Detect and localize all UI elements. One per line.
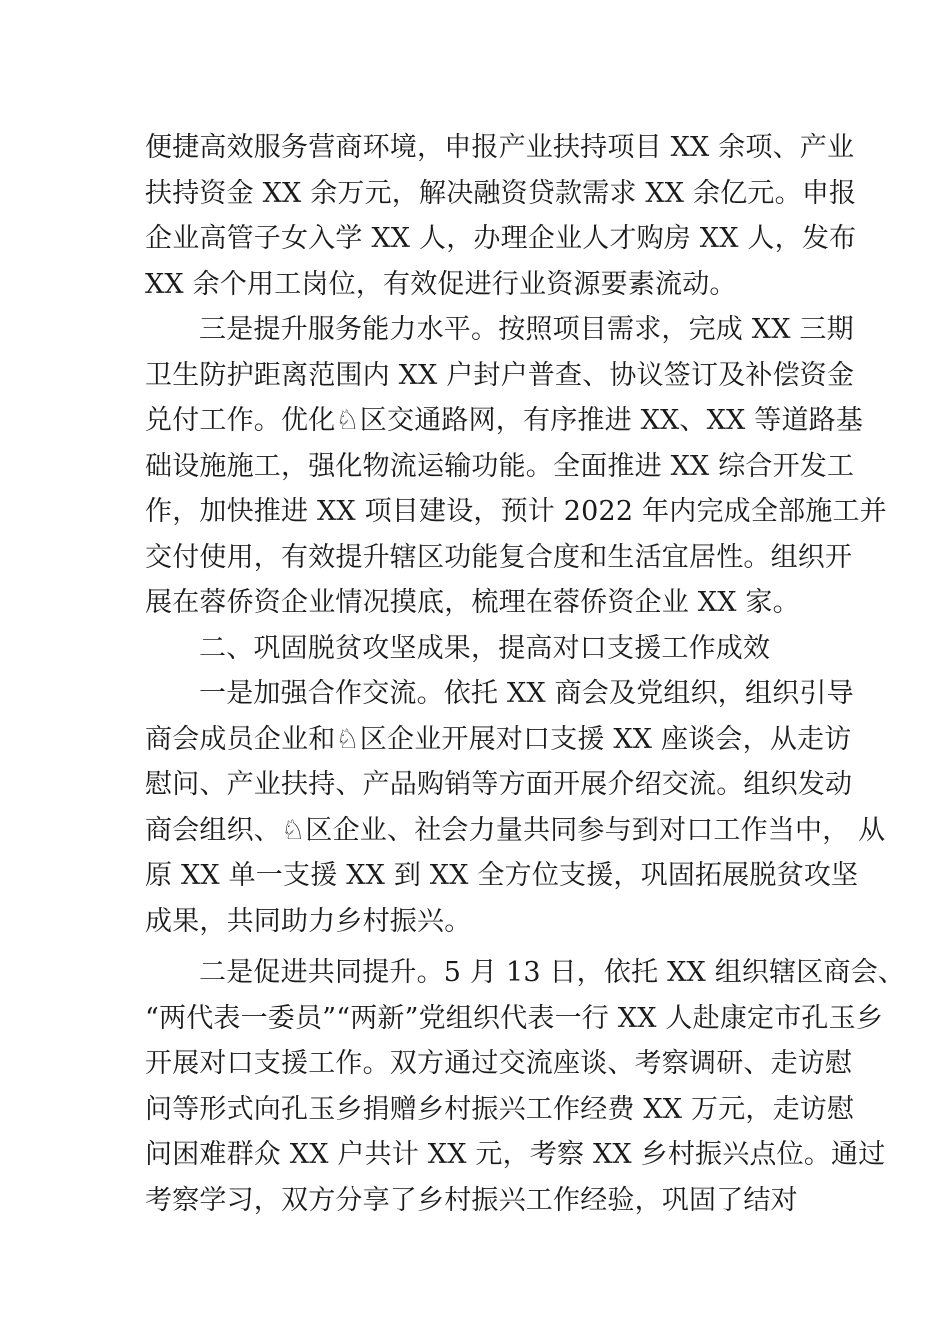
text-line: 问等形式向孔玉乡捐赠乡村振兴工作经费 XX 万元，走访慰 (145, 1093, 855, 1125)
section-heading: 二、巩固脱贫攻坚成果，提高对口支援工作成效 (199, 632, 771, 664)
text-line: 商会成员企业和♘区企业开展对口支援 XX 座谈会，从走访 (145, 723, 852, 755)
text-line: 原 XX 单一支援 XX 到 XX 全方位支援，巩固拓展脱贫攻坚 (145, 860, 859, 891)
text-line: 础设施施工，强化物流运输功能。全面推进 XX 综合开发工 (145, 450, 855, 482)
document-body (145, 125, 906, 1223)
text-line: 考察学习，双方分享了乡村振兴工作经验，巩固了结对 (145, 1184, 798, 1216)
text-line: “两代表一委员”“两新”党组织代表一行 XX 人赴康定市孔玉乡 (145, 1002, 884, 1034)
text-line: 成果，共同助力乡村振兴。 (145, 905, 472, 937)
text-line: 商会组织、♘区企业、社会力量共同参与到对口工作当中， 从 (145, 814, 886, 846)
text-line: XX 余个用工岗位，有效促进行业资源要素流动。 (145, 268, 737, 300)
text-line: 交付使用，有效提升辖区功能复合度和生活宜居性。组织开 (145, 541, 853, 573)
text-line: 展在蓉侨资企业情况摸底，梳理在蓉侨资企业 XX 家。 (145, 587, 800, 618)
text-line: 开展对口支援工作。双方通过交流座谈、考察调研、走访慰 (145, 1048, 853, 1079)
text-line: 慰问、产业扶持、产品购销等方面开展介绍交流。组织发动 (145, 769, 853, 800)
text-line: 卫生防护距离范围内 XX 户封户普查、协议签订及补偿资金 (145, 359, 855, 391)
text-line: 扶持资金 XX 余万元，解决融资贷款需求 XX 余亿元。申报 (145, 177, 857, 209)
paragraph-start-line: 二是促进共同提升。5 月 13 日，依托 XX 组织辖区商会、 (199, 957, 906, 988)
text-line: 问困难群众 XX 户共计 XX 元，考察 XX 乡村振兴点位。通过 (145, 1139, 886, 1170)
text-line: 便捷高效服务营商环境，申报产业扶持项目 XX 余项、产业 (145, 132, 855, 163)
paragraph-start-line: 一是加强合作交流。依托 XX 商会及党组织，组织引导 (199, 678, 854, 709)
text-line: 兑付工作。优化♘区交通路网，有序推进 XX、XX 等道路基 (145, 405, 864, 436)
paragraph-start-line: 三是提升服务能力水平。按照项目需求，完成 XX 三期 (199, 314, 854, 345)
text-line: 企业高管子女入学 XX 人，办理企业人才购房 XX 人，发布 (145, 223, 857, 254)
text-line: 作，加快推进 XX 项目建设，预计 2022 年内完成全部施工并 (145, 496, 887, 527)
